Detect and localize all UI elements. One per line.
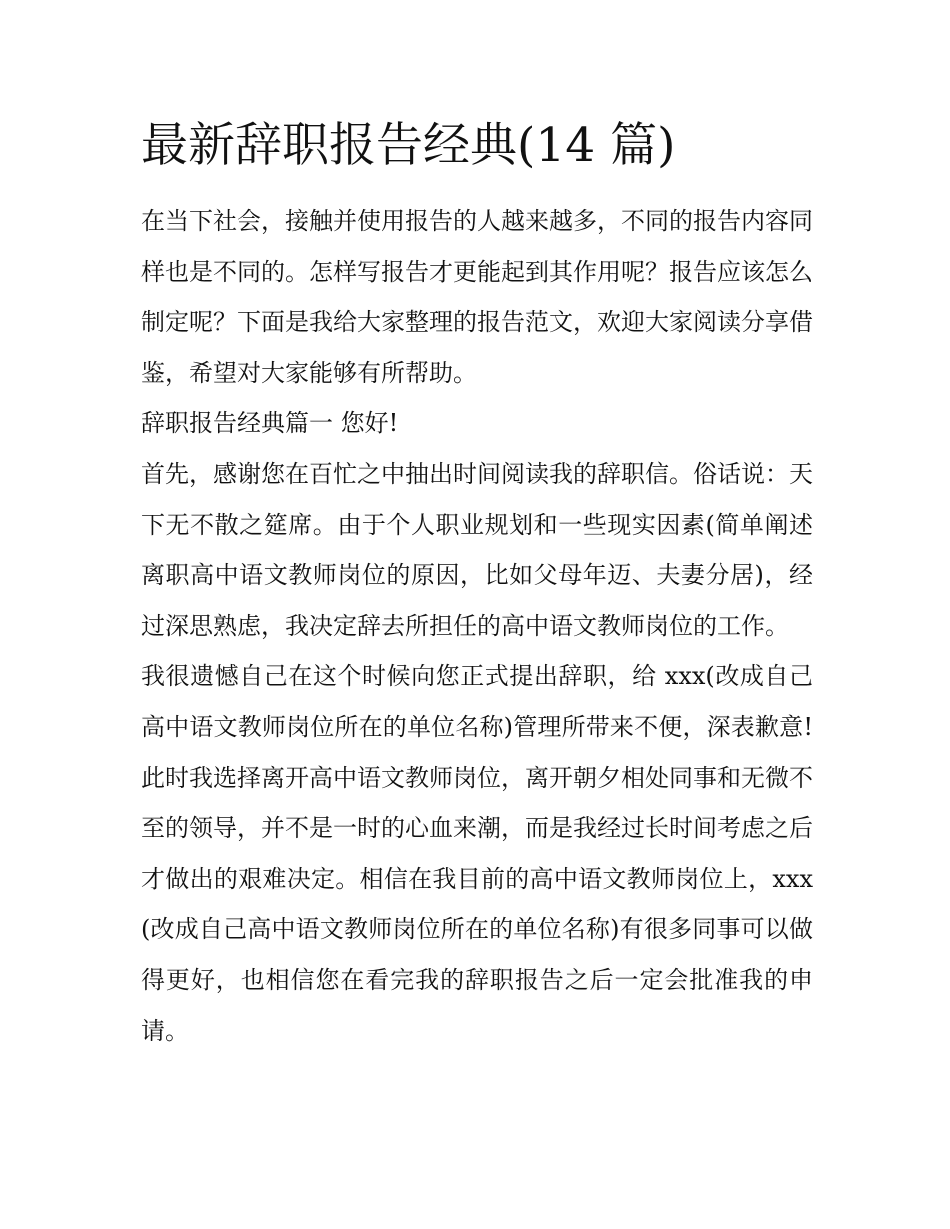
document-title: 最新辞职报告经典(14 篇) [141, 118, 676, 173]
body-paragraph-1: 首先，感谢您在百忙之中抽出时间阅读我的辞职信。俗话说：天下无不散之筵席。由于个人职业规划和一些现实因素(简单阐述离职高中语文教师岗位的原因，比如父母年迈、夫妻分居)，经过深思熟虑，我决定辞去所担任的高中语文教师岗位的工作。 [141, 459, 813, 640]
intro-paragraph: 在当下社会，接触并使用报告的人越来越多，不同的报告内容同样也是不同的。怎样写报告才更能起到其作用呢？报告应该怎么制定呢？下面是我给大家整理的报告范文，欢迎大家阅读分享借鉴，希望对大家能够有所帮助。 [141, 207, 813, 387]
document-body [141, 196, 813, 1056]
body-paragraph-2: 我很遗憾自己在这个时候向您正式提出辞职，给 xxx(改成自己高中语文教师岗位所在的单位名称)管理所带来不便，深表歉意!此时我选择离开高中语文教师岗位，离开朝夕相处同事和无微不至的领导，并不是一时的心血来潮，而是我经过长时间考虑之后才做出的艰难决定。相信在我目前的高中语文教师岗位上，xxx(改成自己高中语文教师岗位所在的单位名称)有很多同事可以做得更好，也相信您在看完我的辞职报告之后一定会批准我的申请。 [141, 662, 813, 1045]
section-heading-paragraph: 辞职报告经典篇一 您好! [141, 409, 399, 438]
